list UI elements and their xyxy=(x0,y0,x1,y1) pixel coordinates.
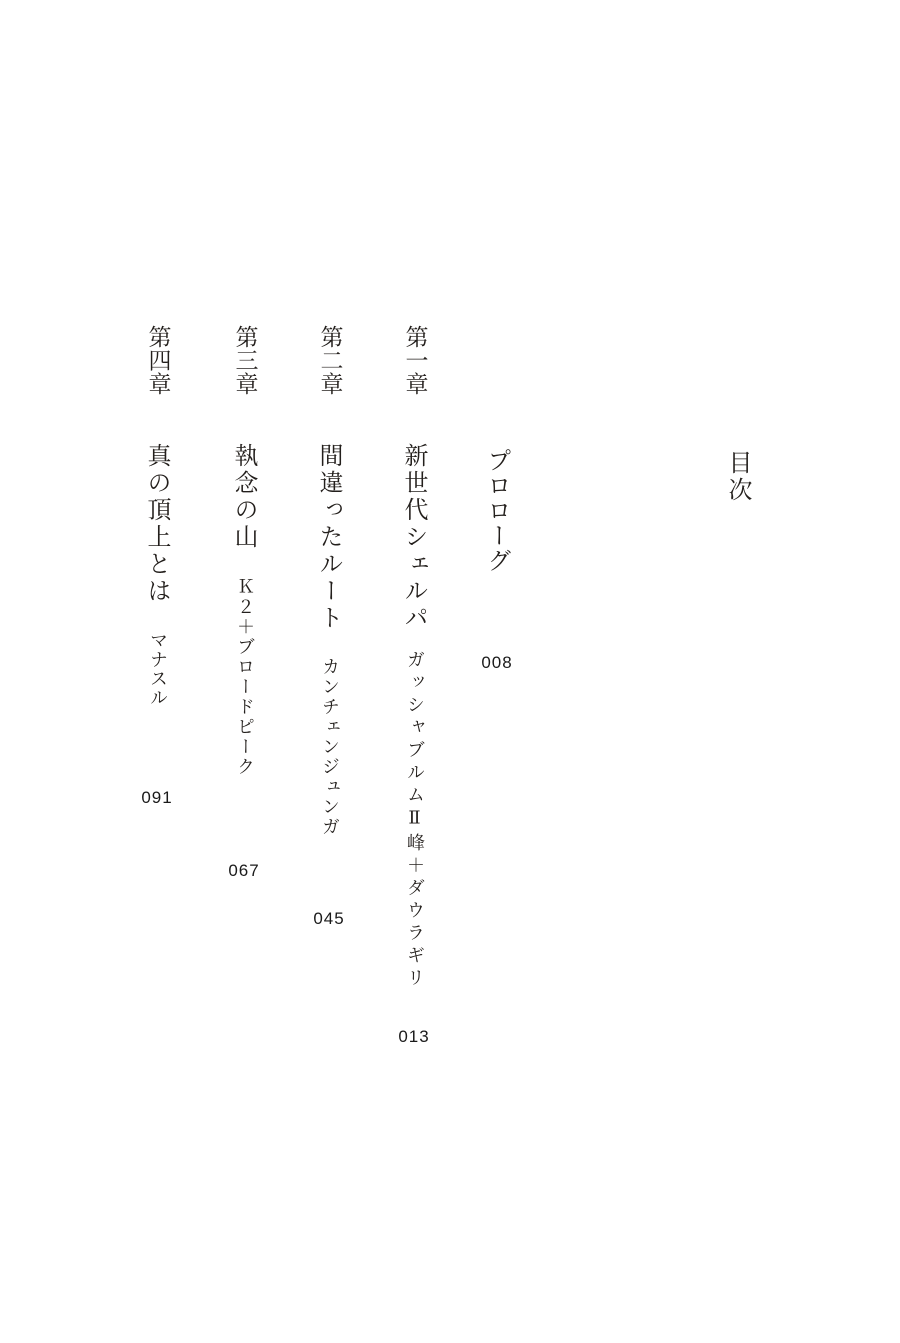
chapter-3-page-number: 067 xyxy=(228,861,260,880)
chapter-3-label: 第三章 xyxy=(231,325,258,396)
chapter-3-subtitle: Ｋ２＋ブロードピーク xyxy=(234,577,255,777)
chapter-1-subtitle: ガッシャブルムⅡ峰＋ダウラギリ xyxy=(404,650,425,991)
toc-heading: 目次 xyxy=(724,450,752,504)
chapter-1-page-number: 013 xyxy=(398,1027,430,1046)
chapter-2-page-number: 045 xyxy=(313,909,345,928)
prologue-label: プロローグ xyxy=(483,448,511,573)
chapter-4-title: 真の頂上とは xyxy=(143,443,171,605)
chapter-1-label: 第一章 xyxy=(401,325,428,396)
chapter-4-label: 第四章 xyxy=(144,325,171,396)
chapter-4-page-number: 091 xyxy=(141,788,173,807)
chapter-4-subtitle: マナスル xyxy=(147,631,168,707)
prologue-page-number: 008 xyxy=(481,653,513,672)
chapter-2-label: 第二章 xyxy=(316,325,343,396)
chapter-3-title: 執念の山 xyxy=(230,443,258,551)
chapter-2-subtitle: カンチェンジュンガ xyxy=(319,657,340,837)
chapter-1-title: 新世代シェルパ xyxy=(400,443,428,632)
chapter-2-title: 間違ったルート xyxy=(315,443,343,632)
